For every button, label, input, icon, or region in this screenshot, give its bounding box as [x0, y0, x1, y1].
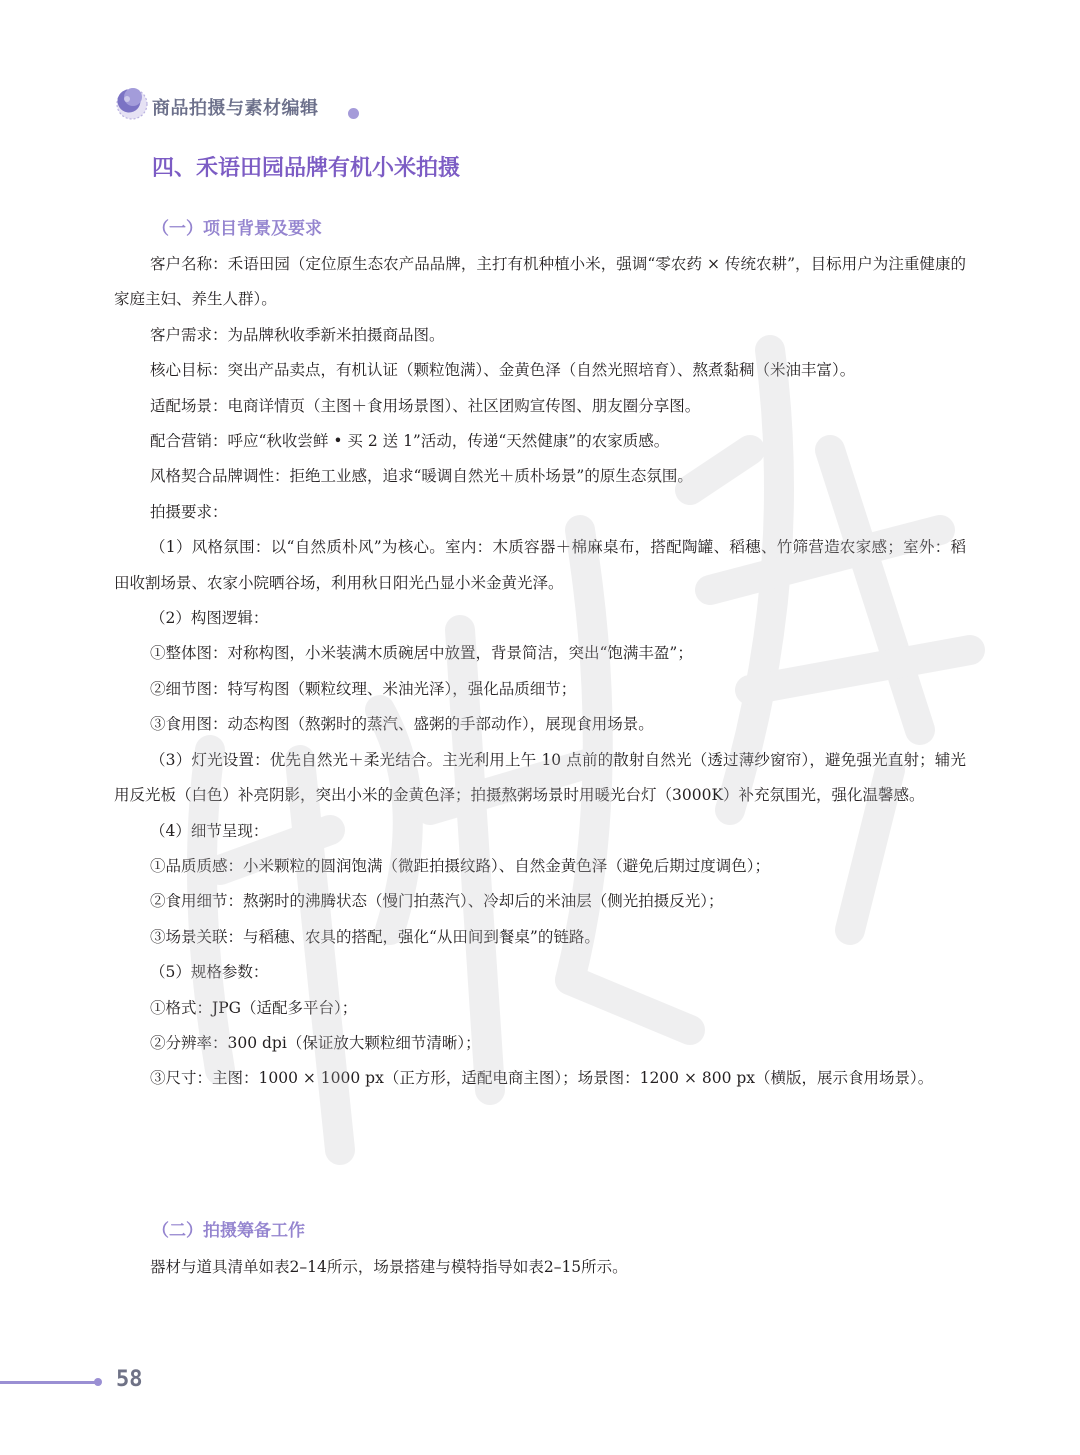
paragraph: ①整体图：对称构图，小米装满木质碗居中放置，背景简洁，突出“饱满丰盈”； — [150, 644, 693, 663]
paragraph: 器材与道具清单如表2–14所示，场景搭建与模特指导如表2–15所示。 — [150, 1258, 628, 1276]
paragraph: 风格契合品牌调性：拒绝工业感，追求“暖调自然光＋质朴场景”的原生态氛围。 — [150, 467, 693, 486]
paragraph: （3）灯光设置：优先自然光＋柔光结合。主光利用上午 10 点前的散射自然光（透过薄纱窗帘），避免强光直射；辅光用反光板（白色）补亮阴影，突出小米的金黄色泽；拍摄熬粥场景时用暖光台灯（3000K）补充氛围光，强化温馨感。 — [114, 750, 966, 805]
paragraph: ③场景关联：与稻穗、农具的搭配，强化“从田间到餐桌”的链路。 — [150, 927, 600, 946]
body-text-block-2 — [114, 1250, 966, 1285]
body-text-block-1 — [114, 247, 966, 1097]
paragraph: 配合营销：呼应“秋收尝鲜 • 买 2 送 1”活动，传递“天然健康”的农家质感。 — [150, 432, 670, 451]
paragraph: ③食用图：动态构图（熬粥时的蒸汽、盛粥的手部动作），展现食用场景。 — [150, 715, 654, 734]
moon-logo-icon — [114, 86, 150, 122]
paragraph: ②细节图：特写构图（颗粒纹理、米油光泽），强化品质细节； — [150, 679, 577, 698]
subsection-title-preparation: （二）拍摄筹备工作 — [152, 1221, 305, 1241]
footer-rule — [0, 1381, 98, 1384]
paragraph: ①品质质感：小米颗粒的圆润饱满（微距拍摄纹路）、自然金黄色泽（避免后期过度调色）； — [150, 856, 771, 875]
paragraph: ①格式：JPG（适配多平台）； — [150, 998, 358, 1017]
paragraph: ②分辨率：300 dpi（保证放大颗粒细节清晰）； — [150, 1033, 481, 1052]
header-dot — [348, 108, 359, 119]
subsection-title-background: （一）项目背景及要求 — [152, 219, 322, 239]
section-title: 四、禾语田园品牌有机小米拍摄 — [152, 156, 461, 181]
paragraph: ③尺寸：主图：1000 × 1000 px（正方形，适配电商主图）；场景图：1200 × 800 px（横版，展示食用场景）。 — [150, 1069, 934, 1088]
paragraph: （2）构图逻辑： — [150, 609, 269, 628]
paragraph: （4）细节呈现： — [150, 821, 269, 840]
paragraph: ②食用细节：熬粥时的沸腾状态（慢门拍蒸汽）、冷却后的米油层（侧光拍摄反光）； — [150, 892, 724, 911]
paragraph: 拍摄要求： — [150, 502, 228, 521]
paragraph: 客户需求：为品牌秋收季新米拍摄商品图。 — [150, 325, 445, 344]
paragraph: 客户名称：禾语田园（定位原生态农产品品牌，主打有机种植小米，强调“零农药 × 传统农耕”，目标用户为注重健康的家庭主妇、养生人群）。 — [114, 255, 966, 309]
footer-dot — [94, 1378, 102, 1386]
running-title: 商品拍摄与素材编辑 — [152, 98, 319, 119]
paragraph: （5）规格参数： — [150, 963, 269, 982]
paragraph: （1）风格氛围：以“自然质朴风”为核心。室内：木质容器＋棉麻桌布，搭配陶罐、稻穗、竹筛营造农家感；室外：稻田收割场景、农家小院晒谷场，利用秋日阳光凸显小米金黄光泽。 — [114, 538, 966, 592]
paragraph: 核心目标：突出产品卖点，有机认证（颗粒饱满）、金黄色泽（自然光照培育）、熬煮黏稠（米油丰富）。 — [150, 361, 856, 380]
paragraph: 适配场景：电商详情页（主图＋食用场景图）、社区团购宣传图、朋友圈分享图。 — [150, 396, 701, 415]
page-number: 58 — [116, 1367, 143, 1392]
